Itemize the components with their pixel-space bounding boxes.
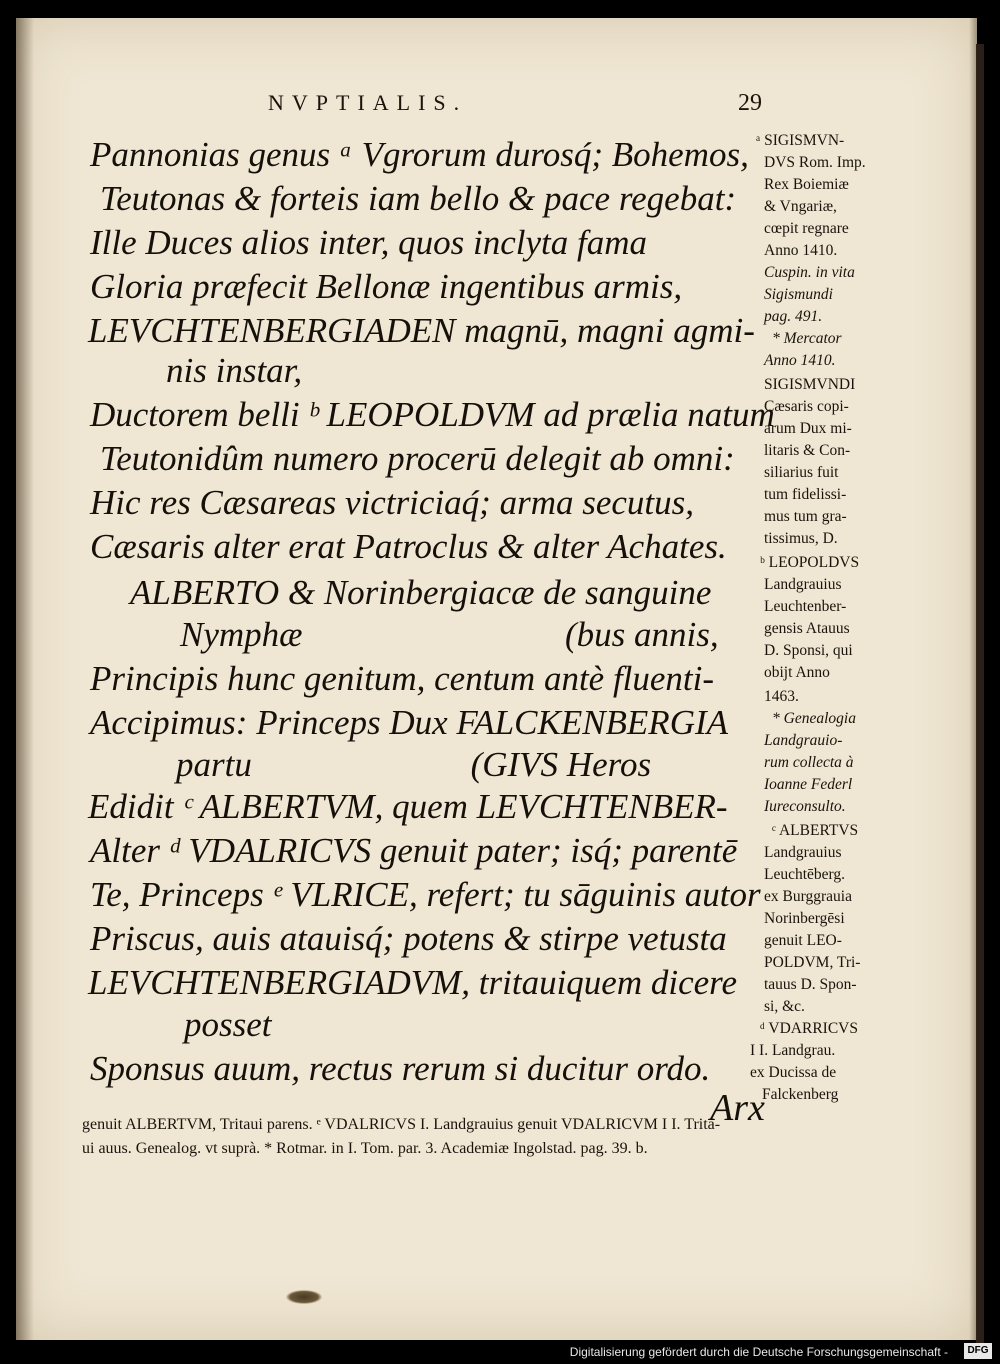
margin-note-line: Norinbergēsi [764, 910, 845, 927]
margin-note-line: Anno 1410. [764, 352, 836, 369]
page-edge [976, 44, 984, 1344]
margin-note-line: tissimus, D. [764, 530, 838, 547]
margin-note-line: rum collecta à [764, 754, 854, 771]
verse-line: Nymphæ (bus annis, [180, 615, 719, 654]
verse-line: partu (GIVS Heros [176, 745, 652, 784]
margin-note-line: ex Ducissa de [750, 1064, 837, 1081]
margin-note-line: ᶜ ALBERTVS [772, 822, 859, 839]
digitization-credit: Digitalisierung gefördert durch die Deutsche Forschungsgemeinschaft - [569, 1345, 948, 1359]
margin-note-line: POLDVM, Tri- [764, 954, 861, 971]
verse-line: Teutonidûm numero procerū delegit ab omni: [100, 439, 735, 478]
verse-line: Sponsus auum, rectus rerum si ducitur ordo. [90, 1049, 711, 1088]
margin-note-line: ᵈ VDARRICVS [760, 1020, 858, 1037]
footnote-line: ui auus. Genealog. vt suprà. * Rotmar. in I. Tom. par. 3. Academiæ Ingolstad. pag. 39. b. [82, 1140, 648, 1157]
margin-note-line: Rex Boiemiæ [764, 176, 849, 193]
verse-line: LEVCHTENBERGIADVM, tritauiquem dicere [88, 963, 738, 1002]
verse-line: Ille Duces alios inter, quos inclyta fama [90, 223, 648, 262]
margin-note-line: I I. Landgrau. [750, 1042, 836, 1059]
verse-line: Accipimus: Princeps Dux FALCKENBERGIA [90, 703, 728, 742]
margin-note-line: & Vngariæ, [764, 198, 837, 215]
margin-note-line: Iureconsulto. [764, 798, 846, 815]
margin-note-line: Ioanne Federl [764, 776, 853, 793]
ink-stain [286, 1290, 322, 1304]
margin-note-line: si, &c. [764, 998, 805, 1015]
margin-note-line: genuit LEO- [764, 932, 842, 949]
margin-note-line: tauus D. Spon- [764, 976, 857, 993]
margin-note-line: DVS Rom. Imp. [764, 154, 866, 171]
margin-note-line: Leuchtenber- [764, 598, 847, 615]
margin-note-line: obijt Anno [764, 664, 830, 681]
margin-note-line: ex Burggrauia [764, 888, 852, 905]
verse-line: Ductorem belli ᵇ LEOPOLDVM ad prælia natum [90, 395, 775, 434]
verse-line: Edidit ᶜ ALBERTVM, quem LEVCHTENBER- [88, 787, 728, 826]
verse-line: Te, Princeps ᵉ VLRICE, refert; tu sāguinis autor [90, 875, 761, 914]
verse-line: Gloria præfecit Bellonæ ingentibus armis, [90, 267, 683, 306]
margin-note-line: ᵃ SIGISMVN- [756, 132, 845, 149]
verse-line: Teutonas & forteis iam bello & pace regebat: [100, 179, 737, 218]
margin-note-line: Cæsaris copi- [764, 398, 849, 415]
verse-line: LEVCHTENBERGIADEN magnū, magni agmi- [88, 311, 755, 350]
dfg-logo: DFG [964, 1343, 992, 1359]
margin-note-line: Cuspin. in vita [764, 264, 855, 281]
verse-line: Principis hunc genitum, centum antè fluenti- [90, 659, 715, 698]
margin-note-line: tum fidelissi- [764, 486, 847, 503]
margin-note-line: Leuchtēberg. [764, 866, 846, 883]
running-title: NVPTIALIS. [268, 90, 468, 115]
margin-note-line: Anno 1410. [764, 242, 838, 259]
verse-line: Alter ᵈ VDALRICVS genuit pater; isq́; parentē [90, 831, 738, 870]
verse-line: ALBERTO & Norinbergiacæ de sanguine [130, 573, 712, 612]
verse-line: Priscus, auis atauisq́; potens & stirpe vetusta [90, 919, 727, 958]
margin-note-line: Landgrauius [764, 576, 842, 593]
verse-line: nis instar, [166, 351, 303, 390]
margin-note-line: D. Sponsi, qui [764, 642, 853, 659]
margin-note-line: gensis Atauus [764, 620, 850, 637]
verse-line: Cæsaris alter erat Patroclus & alter Achates. [90, 527, 727, 566]
verse-line: Pannonias genus ᵃ Vgrorum durosq́; Bohemos, [90, 135, 749, 174]
margin-note-line: cœpit regnare [764, 220, 849, 237]
margin-note-line: Landgrauio- [764, 732, 843, 749]
margin-note-line: Sigismundi [764, 286, 833, 303]
margin-note-line: * Genealogia [772, 710, 856, 727]
margin-note-line: arum Dux mi- [764, 420, 852, 437]
verse-line: posset [184, 1005, 272, 1044]
footnote-line: genuit ALBERTVM, Tritaui parens. ᵉ VDALRICVS I. Landgrauius genuit VDALRICVM I I. Trita- [82, 1116, 721, 1133]
page-number: 29 [738, 90, 762, 116]
margin-note-line: siliarius fuit [764, 464, 839, 481]
margin-note-line: 1463. [764, 688, 799, 705]
margin-note-line: litaris & Con- [764, 442, 851, 459]
margin-note-line: pag. 491. [764, 308, 823, 325]
margin-note-line: Falckenberg [762, 1086, 839, 1103]
book-page [16, 18, 977, 1340]
catchword: Arx [710, 1087, 765, 1129]
margin-note-line: * Mercator [772, 330, 842, 347]
margin-note-line: SIGISMVNDI [764, 376, 856, 393]
margin-note-line: mus tum gra- [764, 508, 847, 525]
margin-note-line: ᵇ LEOPOLDVS [760, 554, 860, 571]
margin-note-line: Landgrauius [764, 844, 842, 861]
verse-line: Hic res Cæsareas victriciaq́; arma secutus, [90, 483, 695, 522]
